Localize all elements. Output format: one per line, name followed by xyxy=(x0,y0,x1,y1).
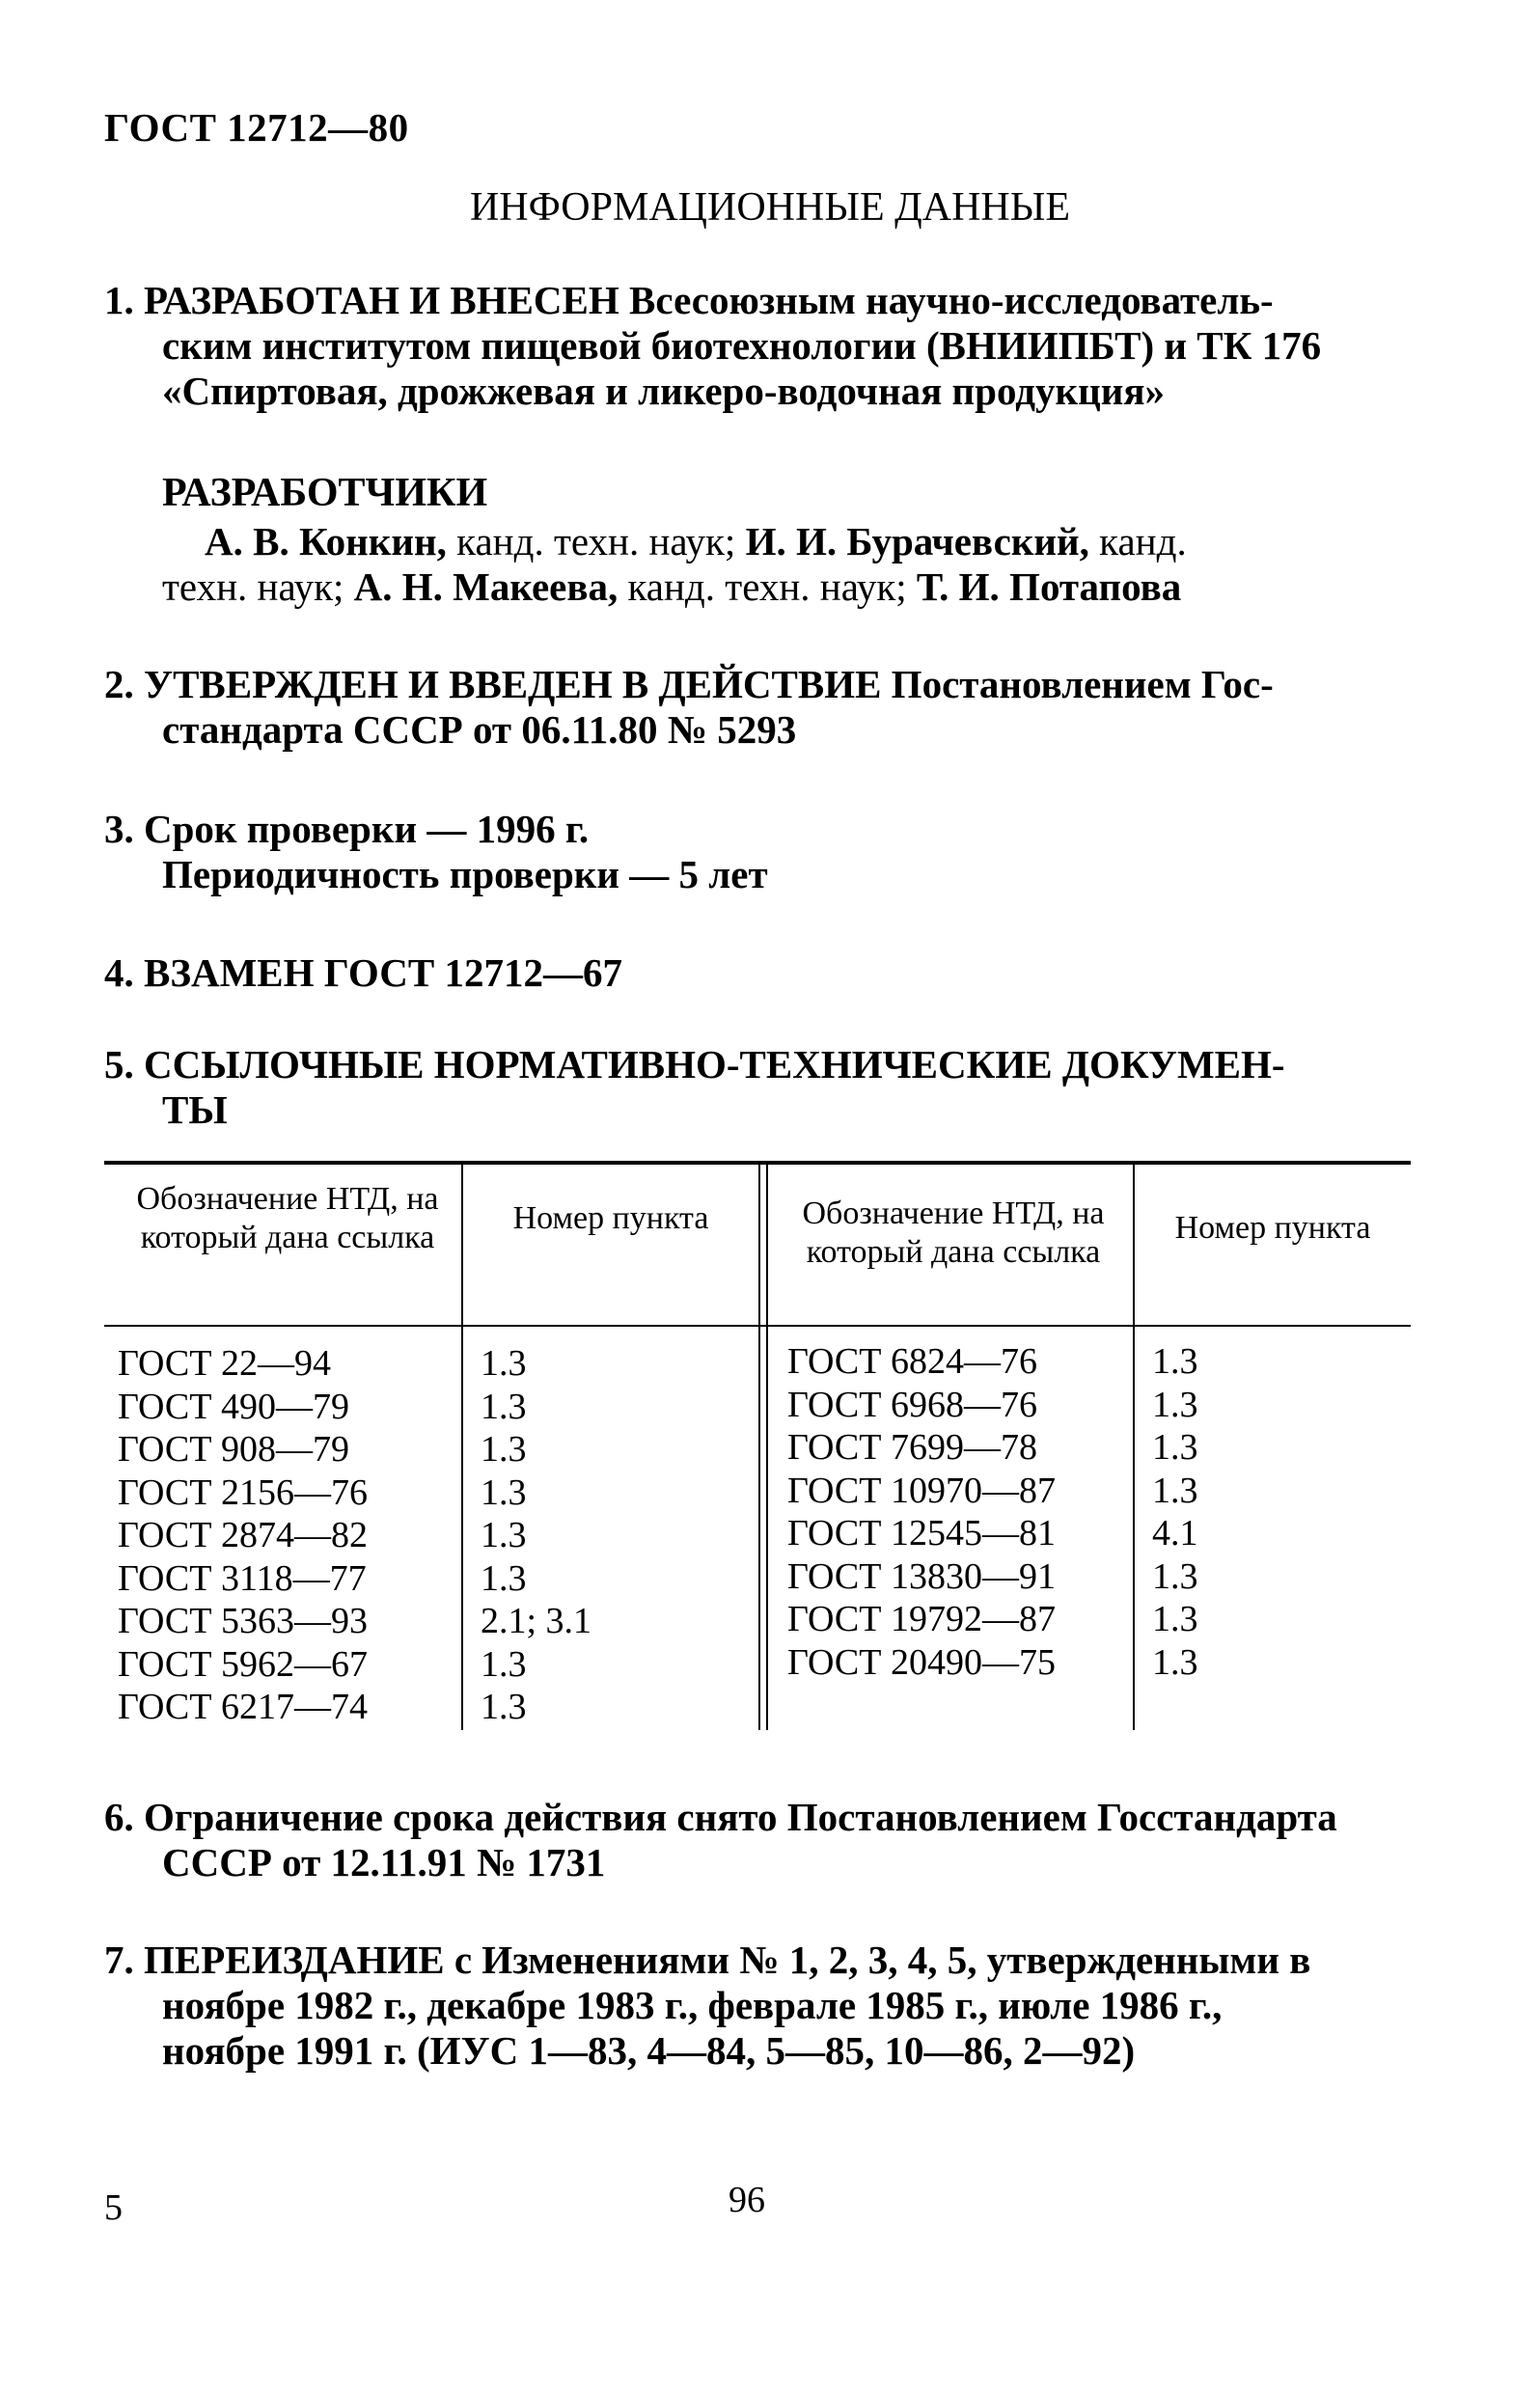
item-2-line-2: стандарта СССР от 06.11.80 № 5293 xyxy=(162,707,797,752)
left-item-column xyxy=(481,1342,591,1729)
table-divider-double xyxy=(766,1161,768,1730)
table-cell-item: 1.3 xyxy=(481,1386,527,1427)
developer-name: А. В. Конкин, xyxy=(205,519,447,564)
table-cell-item: 1.3 xyxy=(481,1515,527,1555)
item-5 xyxy=(104,1042,1285,1133)
table-cell-doc: ГОСТ 19792—87 xyxy=(787,1599,1056,1639)
footer-left-number: 5 xyxy=(104,2187,123,2228)
item-3-line-1: 3. Срок проверки — 1996 г. xyxy=(104,807,590,851)
table-cell-doc: ГОСТ 5962—67 xyxy=(118,1643,368,1685)
table-cell-doc: ГОСТ 908—79 xyxy=(118,1429,349,1470)
table-cell-doc: ГОСТ 22—94 xyxy=(118,1343,331,1384)
table-cell-item: 1.3 xyxy=(1152,1599,1198,1639)
table-cell-doc: ГОСТ 6217—74 xyxy=(118,1687,368,1727)
table-cell-item: 1.3 xyxy=(481,1471,527,1513)
header-designation-left: Обозначение НТД, на который дана ссылка xyxy=(136,1181,439,1255)
item-1-line-1: 1. РАЗРАБОТАН И ВНЕСЕН Всесоюзным научно-исследователь- xyxy=(104,278,1274,322)
table-cell-doc: ГОСТ 2874—82 xyxy=(118,1515,368,1555)
item-3-line-2: Периодичность проверки — 5 лет xyxy=(162,852,768,896)
item-3 xyxy=(104,807,768,897)
item-7-line-2: ноябре 1982 г., декабре 1983 г., феврале 1985 г., июле 1986 г., xyxy=(162,1983,1223,2027)
item-6-line-2: СССР от 12.11.91 № 1731 xyxy=(162,1840,606,1884)
table-cell-doc: ГОСТ 13830—91 xyxy=(787,1555,1056,1597)
table-cell-item: 1.3 xyxy=(481,1343,527,1384)
item-6 xyxy=(104,1795,1337,1885)
table-cell-item: 1.3 xyxy=(481,1687,527,1727)
item-5-line-2: ТЫ xyxy=(162,1087,228,1132)
item-2-line-1: 2. УТВЕРЖДЕН И ВВЕДЕН В ДЕЙСТВИЕ Постановлением Гос- xyxy=(104,662,1274,706)
item-6-line-1: 6. Ограничение срока действия снято Постановлением Госстандарта xyxy=(104,1795,1337,1839)
item-5-line-1: 5. ССЫЛОЧНЫЕ НОРМАТИВНО-ТЕХНИЧЕСКИЕ ДОКУМЕН- xyxy=(104,1042,1285,1086)
table-cell-doc: ГОСТ 12545—81 xyxy=(787,1513,1056,1553)
item-1-line-3: «Спиртовая, дрожжевая и ликеро-водочная продукция» xyxy=(162,369,1166,413)
developers-title: РАЗРАБОТЧИКИ xyxy=(162,471,488,515)
table-cell-item: 2.1; 3.1 xyxy=(481,1601,592,1641)
table-cell-doc: ГОСТ 6968—76 xyxy=(787,1384,1037,1425)
item-7 xyxy=(104,1938,1310,2074)
item-4: 4. ВЗАМЕН ГОСТ 12712—67 xyxy=(104,950,622,995)
developer-name: Т. И. Потапова xyxy=(916,564,1182,609)
developer-degree: канд. техн. наук; xyxy=(627,564,907,609)
item-2 xyxy=(104,662,1274,753)
references-table xyxy=(104,1161,1411,1730)
header-item-right: Номер пункта xyxy=(1174,1210,1371,1246)
table-divider-double xyxy=(758,1161,760,1730)
table-cell-doc: ГОСТ 20490—75 xyxy=(787,1641,1056,1683)
developer-degree: техн. наук; xyxy=(162,564,344,609)
table-cell-item: 1.3 xyxy=(481,1643,527,1685)
left-doc-column xyxy=(118,1342,368,1729)
page-number: 96 xyxy=(729,2180,765,2220)
table-cell-item: 1.3 xyxy=(1152,1555,1198,1597)
table-cell-doc: ГОСТ 490—79 xyxy=(118,1386,349,1427)
table-cell-item: 1.3 xyxy=(481,1429,527,1470)
section-heading: ИНФОРМАЦИОННЫЕ ДАННЫЕ xyxy=(469,185,1071,230)
item-7-line-1: 7. ПЕРЕИЗДАНИЕ с Изменениями № 1, 2, 3, 4, 5, утвержденными в xyxy=(104,1938,1311,1982)
developers-line-1 xyxy=(162,519,1187,564)
table-cell-doc: ГОСТ 6824—76 xyxy=(787,1341,1037,1382)
document-code: ГОСТ 12712—80 xyxy=(104,105,409,150)
table-cell-doc: ГОСТ 10970—87 xyxy=(787,1470,1056,1511)
developer-name: А. Н. Макеева, xyxy=(353,564,619,609)
table-cell-item: 1.3 xyxy=(481,1557,527,1599)
table-top-rule xyxy=(104,1161,1411,1165)
table-header-rule xyxy=(104,1325,1411,1327)
table-cell-doc: ГОСТ 5363—93 xyxy=(118,1601,368,1641)
table-cell-item: 1.3 xyxy=(1152,1427,1198,1468)
developers-list xyxy=(162,519,1187,610)
right-item-column xyxy=(1152,1340,1198,1684)
table-cell-item: 4.1 xyxy=(1152,1513,1198,1553)
developer-degree: канд. техн. наук; xyxy=(456,519,736,564)
item-1-line-2: ским институтом пищевой биотехнологии (ВНИИПБТ) и ТК 176 xyxy=(162,323,1322,368)
developer-name: И. И. Бурачевский, xyxy=(745,519,1089,564)
item-7-line-3: ноябре 1991 г. (ИУС 1—83, 4—84, 5—85, 10—86, 2—92) xyxy=(162,2028,1136,2073)
developers-line-2 xyxy=(162,564,1187,610)
table-cell-doc: ГОСТ 2156—76 xyxy=(118,1471,368,1513)
table-cell-item: 1.3 xyxy=(1152,1341,1198,1382)
table-cell-doc: ГОСТ 7699—78 xyxy=(787,1427,1037,1468)
table-cell-item: 1.3 xyxy=(1152,1470,1198,1511)
table-cell-item: 1.3 xyxy=(1152,1384,1198,1425)
table-cell-doc: ГОСТ 3118—77 xyxy=(118,1557,367,1599)
table-cell-item: 1.3 xyxy=(1152,1641,1198,1683)
table-divider xyxy=(461,1161,463,1730)
header-designation-right: Обозначение НТД, на который дана ссылка xyxy=(802,1196,1105,1270)
item-1 xyxy=(104,278,1321,414)
header-item-left: Номер пункта xyxy=(512,1200,709,1236)
right-doc-column xyxy=(787,1340,1056,1684)
developer-degree: канд. xyxy=(1099,519,1187,564)
